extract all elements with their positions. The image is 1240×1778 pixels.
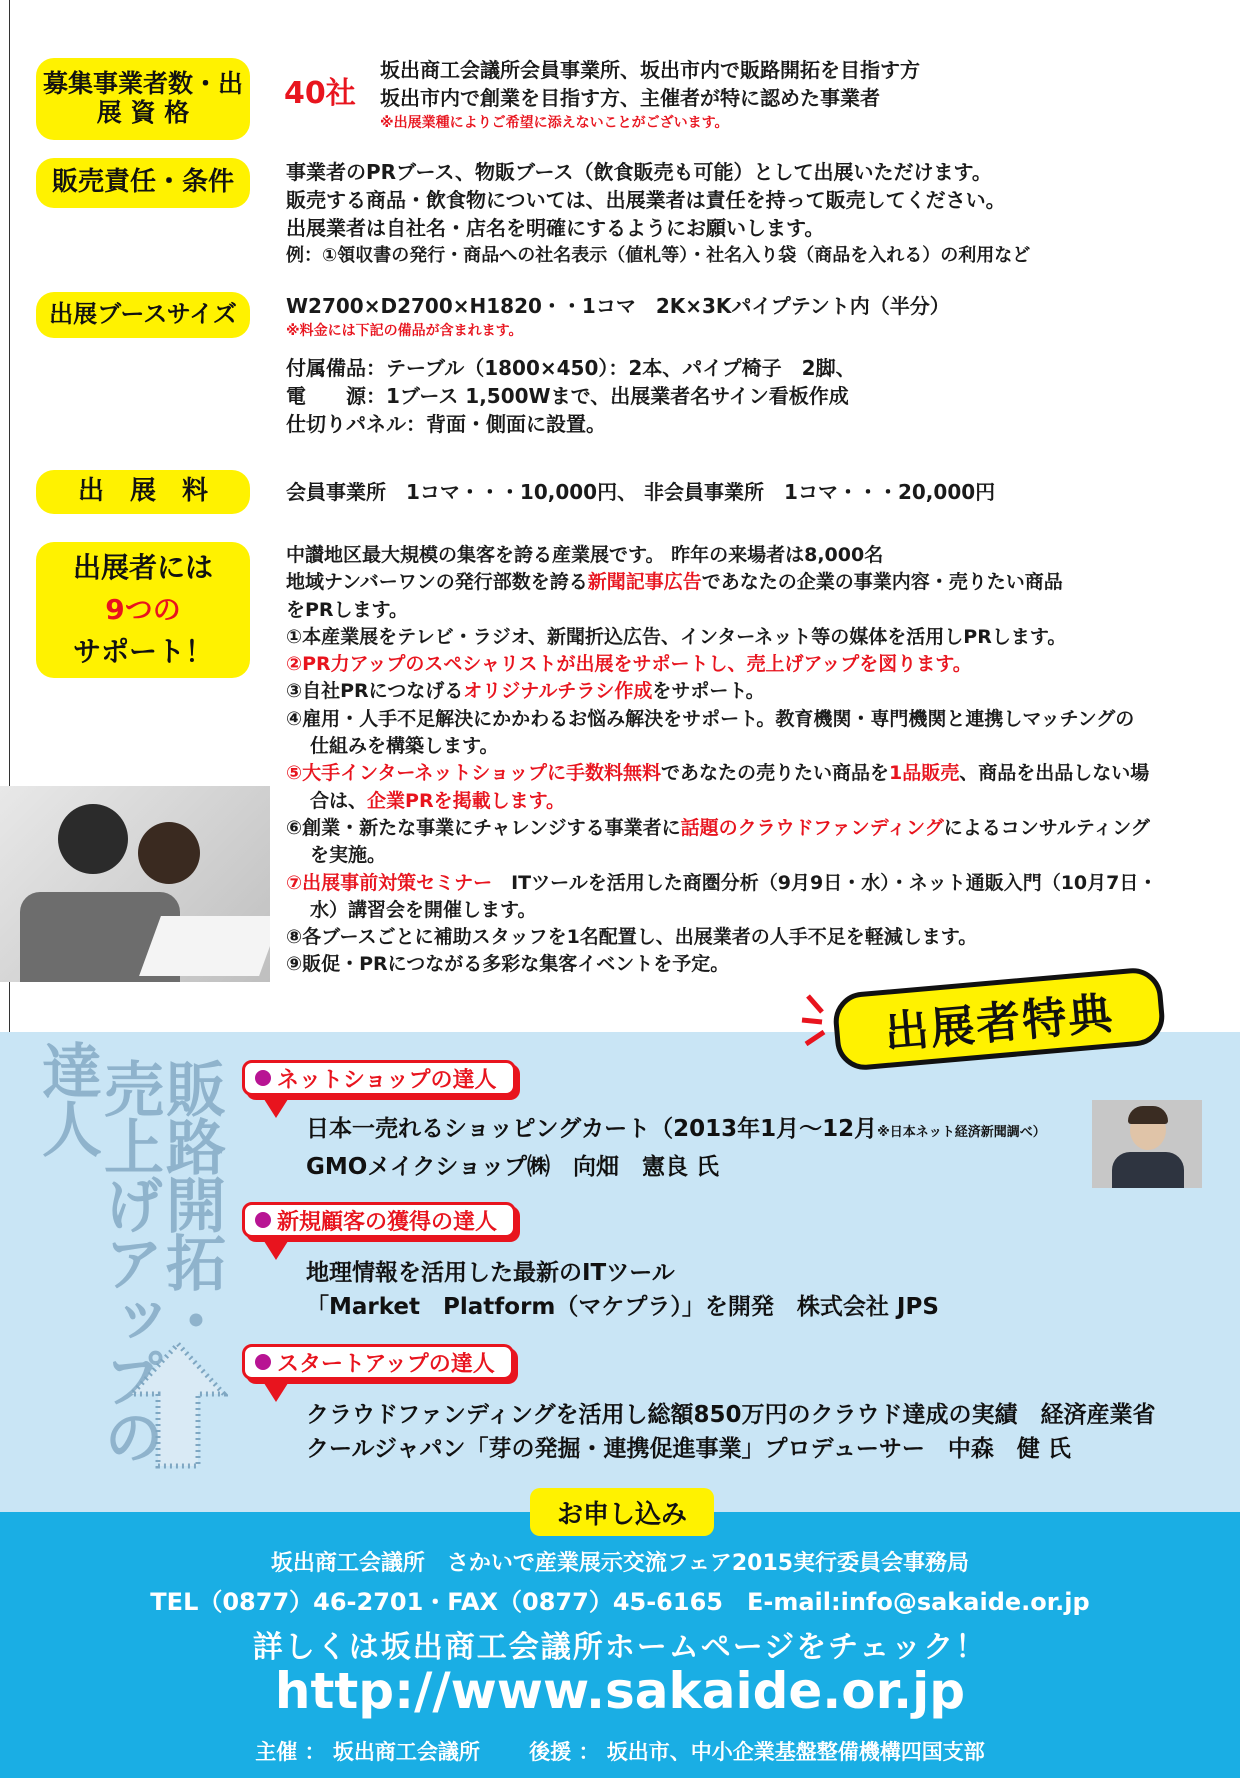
support-intro: をPRします。	[286, 598, 409, 621]
fee-text: 会員事業所 1コマ・・・10,000円、 非会員事業所 1コマ・・・20,000円	[286, 480, 996, 504]
business-team-photo	[0, 786, 270, 982]
booth-body	[286, 292, 950, 438]
support-item-cont: 水）講習会を開催します。	[310, 898, 537, 921]
master-tag-newcustomer	[242, 1202, 516, 1238]
recruit-line: 坂出市内で創業を目指す方、主催者が特に認めた事業者	[380, 86, 880, 110]
bullet-icon	[255, 1070, 271, 1086]
contact-info: TEL（0877）46-2701・FAX（0877）45-6165 E-mail:info@sakaide.or.jp	[150, 1588, 1090, 1616]
support-item: ⑥創業・新たな事業にチャレンジする事業者に話題のクラウドファンディングによるコンサルティング	[286, 816, 1150, 839]
fee-label: 出 展 料	[36, 470, 250, 514]
support-item-cont: 仕組みを構築します。	[310, 735, 499, 758]
master-desc-netshop	[306, 1112, 1046, 1184]
master-line: 「Market Platform（マケプラ）」を開発 株式会社 JPS	[306, 1294, 939, 1320]
booth-line: 電 源：1ブース 1,500Wまで、出展業者名サイン看板作成	[286, 384, 849, 408]
master-desc-startup	[306, 1398, 1156, 1466]
footer-contact	[0, 1512, 1240, 1778]
tag-tail	[262, 1096, 290, 1118]
sales-body	[286, 158, 1030, 270]
fee-section	[36, 468, 1216, 522]
recruit-label: 募集事業者数・出 展 資 格	[36, 58, 250, 140]
up-arrow-icon	[128, 1340, 228, 1470]
support-intro: 地域ナンバーワンの発行部数を誇る新聞記事広告であなたの企業の事業内容・売りたい商品	[286, 571, 1063, 594]
support-item: ⑦出展事前対策セミナー ITツールを活用した商圏分析（9月9日・水）・ネット通販入門（10月7日・	[286, 871, 1158, 894]
support-label	[36, 542, 250, 678]
support-intro: 中讃地区最大規模の集客を誇る産業展です。 昨年の来場者は8,000名	[286, 544, 884, 566]
support-item: ④雇用・人手不足解決にかかわるお悩み解決をサポート。教育機関・専門機関と連携しマッチングの	[286, 707, 1135, 730]
support-label-number: 9つの	[105, 593, 181, 626]
booth-line: 仕切りパネル：背面・側面に設置。	[286, 412, 606, 436]
tag-tail	[262, 1238, 290, 1260]
sales-section	[36, 154, 1216, 274]
recruit-body	[380, 56, 920, 134]
master-tag-startup	[242, 1344, 514, 1380]
recruit-section	[36, 54, 1216, 148]
master-tag-netshop	[242, 1060, 516, 1096]
support-item: ⑨販促・PRにつながる多彩な集客イベントを予定。	[286, 953, 730, 976]
booth-line: 付属備品：テーブル（1800×450）：2本、パイプ椅子 2脚、	[286, 356, 856, 380]
master-tag-label: ネットショップの達人	[277, 1067, 497, 1093]
booth-size: W2700×D2700×H1820・・1コマ 2K×3Kパイプテント内（半分）	[286, 294, 950, 318]
master-line: クラウドファンディングを活用し総額850万円のクラウド達成の実績 経済産業省	[306, 1402, 1156, 1428]
recruit-count: 40社	[284, 76, 356, 111]
vertical-title-1: 販路開拓・	[156, 1058, 226, 1348]
support-item: ⑤大手インターネットショップに手数料無料であなたの売りたい商品を1品販売、商品を出品しない場	[286, 762, 1150, 785]
support-label-line: 出展者には	[72, 551, 213, 584]
exhibitor-benefits-badge: 出展者特典	[831, 966, 1167, 1072]
master-tag-label: 新規顧客の獲得の達人	[277, 1209, 498, 1235]
sales-example: 例：①領収書の発行・商品への社名表示（値札等）・社名入り袋（商品を入れる）の利用など	[286, 245, 1031, 266]
master-note: ※日本ネット経済新聞調べ）	[877, 1125, 1046, 1140]
master-tag-label: スタートアップの達人	[277, 1351, 495, 1377]
booth-label: 出展ブースサイズ	[36, 292, 250, 338]
support-item: ⑧各ブースごとに補助スタッフを1名配置し、出展業者の人手不足を軽減します。	[286, 926, 978, 949]
website-url[interactable]: http://www.sakaide.or.jp	[274, 1662, 966, 1720]
office-name: 坂出商工会議所 さかいで産業展示交流フェア2015実行委員会事務局	[270, 1551, 970, 1576]
bullet-icon	[255, 1212, 271, 1228]
homepage-check: 詳しくは坂出商工会議所ホームページをチェック！	[252, 1630, 988, 1665]
vertical-title-3: 達人	[32, 1040, 102, 1156]
recruit-note: ※出展業種によりご希望に添えないことがございます。	[380, 115, 729, 131]
tag-tail	[262, 1380, 290, 1402]
recruit-line: 坂出商工会議所会員事業所、坂出市内で販路開拓を目指す方	[380, 58, 920, 82]
master-desc-newcustomer	[306, 1256, 939, 1324]
support-item: ③自社PRにつなげるオリジナルチラシ作成をサポート。	[286, 680, 765, 703]
speaker-photo	[1092, 1100, 1202, 1188]
support-body	[286, 542, 1236, 979]
sales-line: 販売する商品・飲食物については、出展業者は責任を持って販売してください。	[286, 188, 1006, 212]
sponsor-line: 主催 ： 坂出商工会議所 後援 ： 坂出市、中小企業基盤整備機構四国支部	[255, 1740, 985, 1764]
sales-line: 事業者のPRブース、物販ブース（飲食販売も可能）として出展いただけます。	[286, 160, 992, 184]
master-line: 地理情報を活用した最新のITツール	[306, 1260, 675, 1286]
sales-label: 販売責任・条件	[36, 158, 250, 208]
support-item-cont: を実施。	[310, 844, 387, 867]
support-item-cont: 合は、企業PRを掲載します。	[310, 789, 566, 812]
support-item: ②PR力アップのスペシャリストが出展をサポートし、売上げアップを図ります。	[286, 653, 972, 676]
master-line: クールジャパン「芽の発掘・連携促進事業」プロデューサー 中森 健 氏	[306, 1436, 1071, 1462]
support-item: ①本産業展をテレビ・ラジオ、新聞折込広告、インターネット等の媒体を活用しPRします。	[286, 625, 1067, 648]
apply-label: お申し込み	[530, 1488, 714, 1536]
master-line: GMOメイクショップ㈱ 向畑 憲良 氏	[306, 1154, 719, 1180]
master-line: 日本一売れるショッピングカート（2013年1月〜12月	[306, 1116, 878, 1142]
bullet-icon	[255, 1354, 271, 1370]
booth-section	[36, 290, 1216, 450]
sales-line: 出展業者は自社名・店名を明確にするようにお願いします。	[286, 216, 825, 240]
support-label-line: サポート！	[72, 635, 213, 668]
vertical-title-2: 売上げアップの	[94, 1058, 164, 1464]
booth-note: ※料金には下記の備品が含まれます。	[286, 323, 523, 339]
